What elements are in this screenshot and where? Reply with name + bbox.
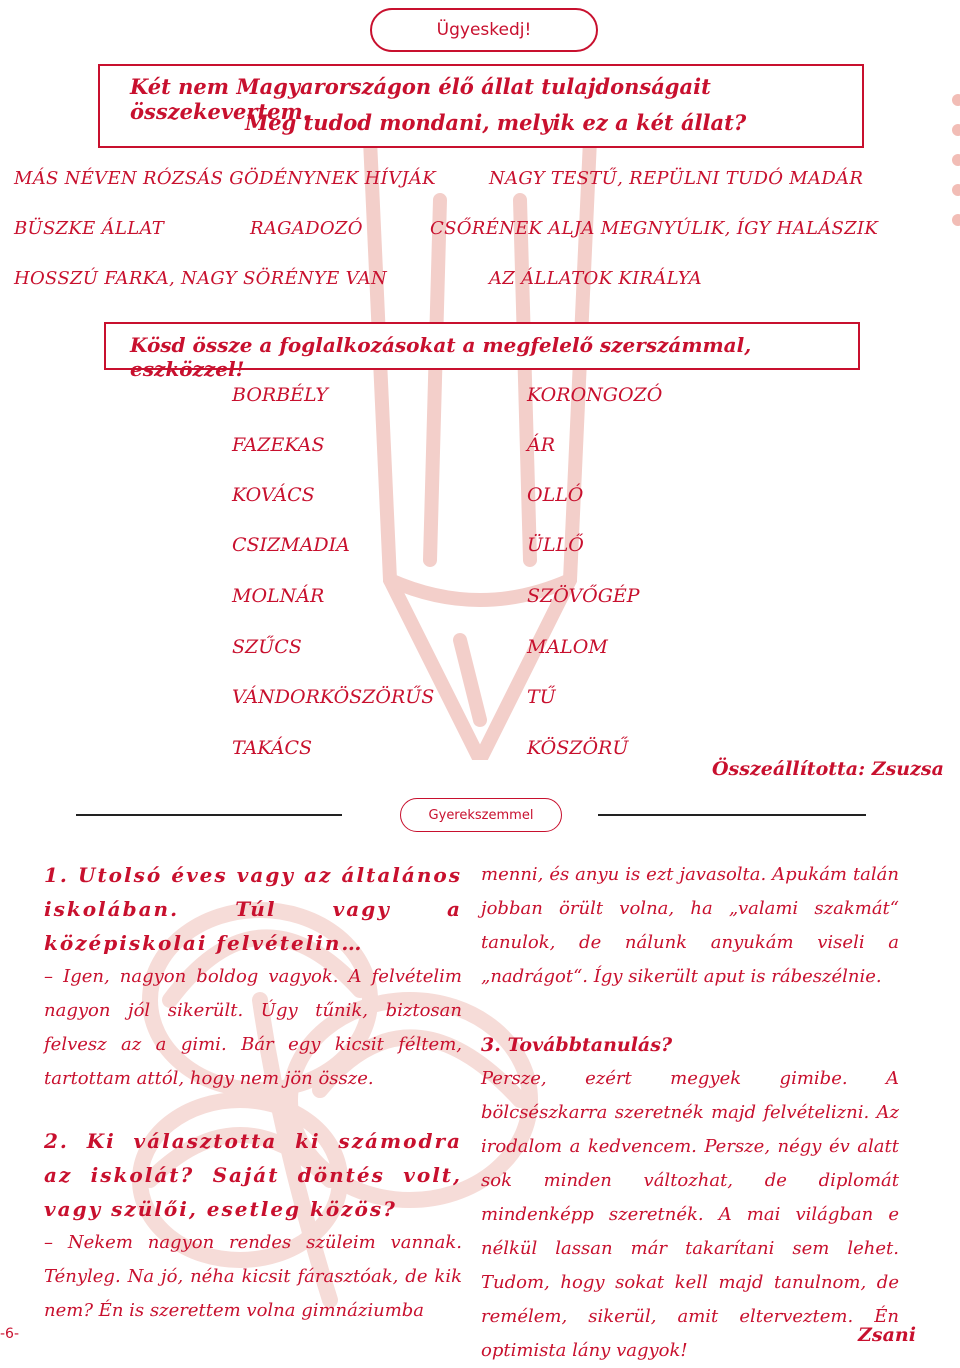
- question-3: 3. Továbbtanulás?: [481, 1034, 673, 1056]
- riddle-clue: MÁS NÉVEN RÓZSÁS GÖDÉNYNEK HÍVJÁK: [14, 168, 436, 189]
- riddle-clue: CSŐRÉNEK ALJA MEGNYÚLIK, ÍGY HALÁSZIK: [430, 218, 879, 239]
- riddle-clue: HOSSZÚ FARKA, NAGY SÖRÉNYE VAN: [14, 268, 388, 289]
- question-1: 1. Utolsó éves vagy az általános iskolában. Túl vagy a középiskolai felvételin…: [44, 863, 462, 955]
- credit-line: Összeállította: Zsuzsa: [712, 758, 944, 780]
- riddle-box: [98, 64, 864, 148]
- occupation-item: VÁNDORKÖSZÖRŰS: [232, 686, 435, 708]
- riddle-clue: BÜSZKE ÁLLAT: [14, 218, 165, 239]
- section-pill: [400, 798, 562, 832]
- tool-item: OLLÓ: [527, 484, 584, 506]
- tool-item: ÜLLŐ: [527, 534, 584, 556]
- riddle-clue: AZ ÁLLATOK KIRÁLYA: [489, 268, 702, 289]
- tool-item: SZÖVŐGÉP: [527, 585, 640, 607]
- interview-left-column: [44, 858, 462, 1328]
- occupation-item: FAZEKAS: [232, 434, 325, 456]
- riddle-box-line1: Két nem Magyarországon élő állat tulajdonságait összekevertem.: [130, 74, 711, 124]
- tool-item: KÖSZÖRŰ: [527, 737, 629, 759]
- side-ornament-icon: [948, 90, 960, 230]
- question-2: 2. Ki választotta ki számodra az iskolát? Saját döntés volt, vagy szülői, esetleg közös?: [44, 1129, 462, 1221]
- answer-1: – Igen, nagyon boldog vagyok. A felvételim nagyon jól sikerült. Úgy tűnik, biztosan felvesz az a gimi. Bár egy kicsit féltem, tartottam attól, hogy nem jön össze.: [44, 966, 462, 1089]
- signature: Zsani: [858, 1324, 916, 1346]
- section-header-pill: [370, 8, 598, 52]
- section-header-label: Ügyeskedj!: [436, 20, 532, 40]
- riddle-box-line2: Meg tudod mondani, melyik ez a két állat?: [245, 110, 747, 135]
- answer-2-part2: menni, és anyu is ezt javasolta. Apukám talán jobban örült volna, ha „valami szakmát“ tanulok, de nálunk anyukám viseli a „nadrágot“. Így sikerült aput is rábeszélnie.: [481, 864, 899, 987]
- occupation-item: KOVÁCS: [232, 484, 315, 506]
- tool-item: ÁR: [527, 434, 556, 456]
- occupation-item: BORBÉLY: [232, 384, 328, 406]
- riddle-clue: NAGY TESTŰ, REPÜLNI TUDÓ MADÁR: [489, 168, 864, 189]
- match-box: [104, 322, 860, 381]
- occupation-item: SZŰCS: [232, 636, 302, 658]
- occupation-item: CSIZMADIA: [232, 534, 350, 556]
- divider-left: [76, 814, 342, 816]
- section-pill-label: Gyerekszemmel: [428, 807, 534, 823]
- answer-2-part1: – Nekem nagyon rendes szüleim vannak. Tényleg. Na jó, néha kicsit fárasztóak, de kik nem? Én is szerettem volna gimnáziumba: [44, 1232, 462, 1321]
- tool-item: MALOM: [527, 636, 608, 658]
- pencil-watermark-icon: [330, 120, 630, 760]
- occupation-item: TAKÁCS: [232, 737, 313, 759]
- tool-item: TŰ: [527, 686, 556, 708]
- match-box-title: Kösd össze a foglalkozásokat a megfelelő szerszámmal, eszközzel!: [130, 333, 752, 381]
- occupation-item: MOLNÁR: [232, 585, 325, 607]
- divider-right: [598, 814, 866, 816]
- answer-3: Persze, ezért megyek gimibe. A bölcsészkarra szeretnék majd felvételizni. Az irodalom a kedvencem. Persze, négy év alatt sok minden változhat, de diplomát mindenképp szeretnék. A mai világban e nélkül lassan már takarítani sem lehet. Tudom, hogy sokat kell majd tanulnom, de remélem, sikerül, amit elterveztem. Én optimista lány vagyok!: [481, 1068, 899, 1361]
- riddle-clue: RAGADOZÓ: [250, 218, 363, 239]
- tool-item: KORONGOZÓ: [527, 384, 663, 406]
- interview-right-column: [481, 858, 899, 1368]
- page-number: -6-: [0, 1326, 20, 1342]
